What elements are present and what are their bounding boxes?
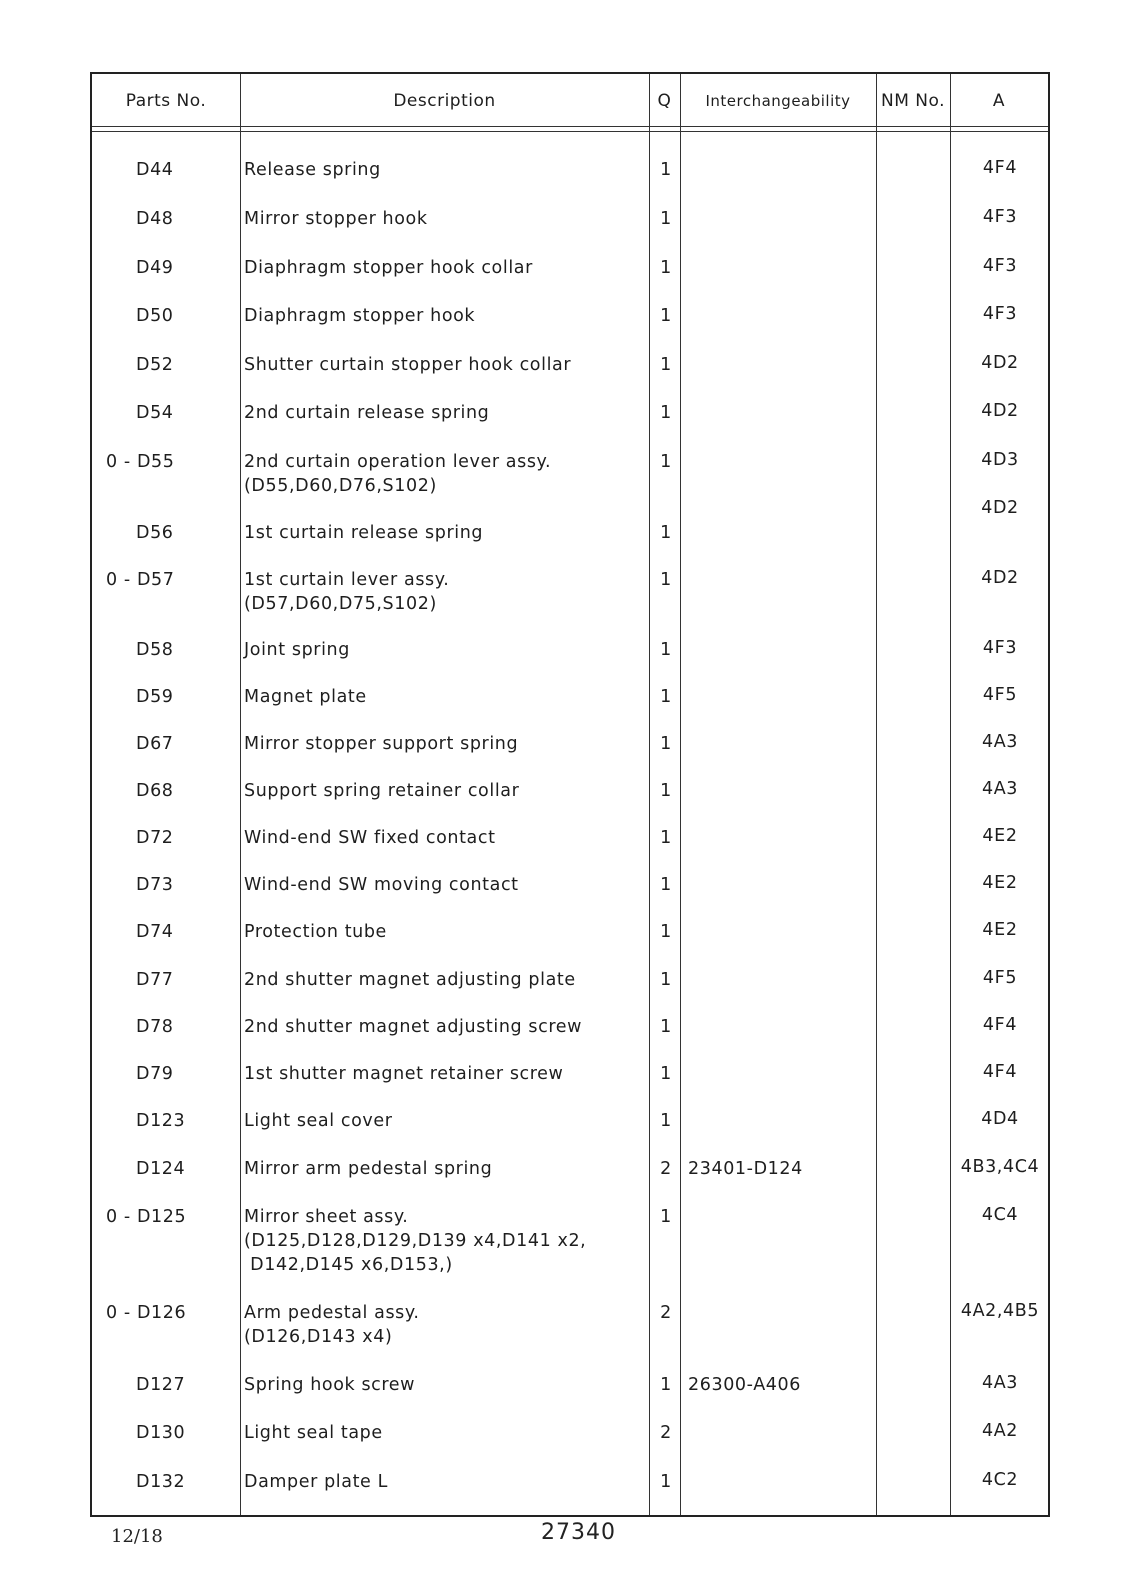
- area-code: 4D2: [981, 401, 1019, 421]
- quantity: 1: [660, 922, 672, 942]
- description: Support spring retainer collar: [244, 781, 520, 801]
- area-code: 4A3: [981, 732, 1019, 752]
- area-code: 4A2: [981, 1421, 1019, 1441]
- description: Wind-end SW fixed contact: [244, 828, 496, 848]
- quantity: 1: [660, 1064, 672, 1084]
- part-number: 0 - D125: [106, 1207, 187, 1227]
- part-number: D52: [136, 355, 174, 375]
- part-number: 0 - D57: [106, 570, 175, 590]
- interchangeability: 23401-D124: [688, 1159, 803, 1179]
- part-number: D130: [136, 1423, 186, 1443]
- part-number: D48: [136, 209, 174, 229]
- part-number: D58: [136, 640, 174, 660]
- header-q: Q: [657, 91, 672, 111]
- quantity: 1: [660, 828, 672, 848]
- description: Light seal cover: [244, 1111, 393, 1131]
- area-code: 4A3: [981, 779, 1019, 799]
- description: Mirror stopper hook: [244, 209, 428, 229]
- part-number: D44: [136, 160, 174, 180]
- quantity: 1: [660, 970, 672, 990]
- description: Diaphragm stopper hook: [244, 306, 476, 326]
- quantity: 1: [660, 160, 672, 180]
- part-number: 0 - D55: [106, 452, 175, 472]
- table-header: [92, 74, 1048, 128]
- quantity: 1: [660, 640, 672, 660]
- area-code: 4D3: [981, 450, 1019, 470]
- area-code: 4E2: [982, 920, 1018, 940]
- area-code: 4D4: [981, 1109, 1019, 1129]
- description: Damper plate L: [244, 1472, 388, 1492]
- area-code: 4C2: [981, 1470, 1019, 1490]
- part-number: D77: [136, 970, 174, 990]
- description: 2nd curtain release spring: [244, 403, 490, 423]
- part-number: D50: [136, 306, 174, 326]
- area-code: 4B3,4C4: [960, 1157, 1040, 1177]
- quantity: 1: [660, 687, 672, 707]
- interchangeability: 26300-A406: [688, 1375, 801, 1395]
- quantity: 1: [660, 258, 672, 278]
- quantity: 1: [660, 781, 672, 801]
- column-divider: [240, 74, 241, 1515]
- part-number: D78: [136, 1017, 174, 1037]
- part-number: D54: [136, 403, 174, 423]
- document-number: 27340: [541, 1520, 616, 1545]
- description: Mirror arm pedestal spring: [244, 1159, 493, 1179]
- area-code: 4A3: [981, 1373, 1019, 1393]
- description: 1st curtain release spring: [244, 523, 484, 543]
- quantity: 1: [660, 1375, 672, 1395]
- quantity: 2: [660, 1303, 672, 1323]
- quantity: 1: [660, 1207, 672, 1227]
- column-divider: [950, 74, 951, 1515]
- description: 1st curtain lever assy. (D57,D60,D75,S102): [244, 570, 450, 614]
- description: Magnet plate: [244, 687, 367, 707]
- description: Mirror sheet assy. (D125,D128,D129,D139 x4,D141 x2, D142,D145 x6,D153,): [244, 1207, 587, 1275]
- part-number: D132: [136, 1472, 186, 1492]
- part-number: D68: [136, 781, 174, 801]
- area-code: 4D2: [981, 353, 1019, 373]
- description: 2nd shutter magnet adjusting plate: [244, 970, 576, 990]
- quantity: 1: [660, 1017, 672, 1037]
- part-number: D59: [136, 687, 174, 707]
- area-code: 4C4: [981, 1205, 1019, 1225]
- area-code: 4F4: [982, 1062, 1018, 1082]
- description: Wind-end SW moving contact: [244, 875, 519, 895]
- quantity: 1: [660, 355, 672, 375]
- description: Release spring: [244, 160, 381, 180]
- part-number: D49: [136, 258, 174, 278]
- header-parts-no: Parts No.: [125, 91, 207, 111]
- quantity: 1: [660, 209, 672, 229]
- quantity: 1: [660, 875, 672, 895]
- header-interchangeability: Interchangeability: [705, 92, 851, 110]
- part-number: D67: [136, 734, 174, 754]
- description: Light seal tape: [244, 1423, 383, 1443]
- part-number: D79: [136, 1064, 174, 1084]
- part-number: D127: [136, 1375, 186, 1395]
- part-number: 0 - D126: [106, 1303, 187, 1323]
- column-divider: [680, 74, 681, 1515]
- description: Diaphragm stopper hook collar: [244, 258, 533, 278]
- part-number: D123: [136, 1111, 186, 1131]
- column-divider: [649, 74, 650, 1515]
- page-number: 12/18: [111, 1526, 163, 1547]
- part-number: D74: [136, 922, 174, 942]
- quantity: 1: [660, 1472, 672, 1492]
- description: Protection tube: [244, 922, 387, 942]
- area-code: 4E2: [982, 873, 1018, 893]
- column-divider: [876, 74, 877, 1515]
- parts-table: [90, 72, 1050, 1517]
- description: Arm pedestal assy. (D126,D143 x4): [244, 1303, 420, 1347]
- part-number: D72: [136, 828, 174, 848]
- header-a: A: [992, 91, 1006, 111]
- description: Joint spring: [244, 640, 350, 660]
- area-code: 4E2: [982, 826, 1018, 846]
- area-code: 4F3: [982, 207, 1018, 227]
- area-code: 4A2,4B5: [960, 1301, 1040, 1321]
- quantity: 2: [660, 1159, 672, 1179]
- area-code: 4D2: [981, 568, 1019, 588]
- header-description: Description: [393, 91, 496, 111]
- header-nm-no: NM No.: [880, 91, 945, 111]
- area-code: 4F5: [982, 685, 1018, 705]
- part-number: D124: [136, 1159, 186, 1179]
- area-code-secondary: 4D2: [981, 498, 1019, 518]
- quantity: 1: [660, 523, 672, 543]
- quantity: 2: [660, 1423, 672, 1443]
- description: Shutter curtain stopper hook collar: [244, 355, 572, 375]
- part-number: D56: [136, 523, 174, 543]
- quantity: 1: [660, 403, 672, 423]
- description: 1st shutter magnet retainer screw: [244, 1064, 564, 1084]
- quantity: 1: [660, 452, 672, 472]
- description: 2nd curtain operation lever assy. (D55,D60,D76,S102): [244, 452, 552, 496]
- description: Spring hook screw: [244, 1375, 416, 1395]
- quantity: 1: [660, 734, 672, 754]
- area-code: 4F3: [982, 304, 1018, 324]
- area-code: 4F5: [982, 968, 1018, 988]
- quantity: 1: [660, 1111, 672, 1131]
- area-code: 4F3: [982, 638, 1018, 658]
- area-code: 4F3: [982, 256, 1018, 276]
- header-divider: [92, 126, 1048, 132]
- part-number: D73: [136, 875, 174, 895]
- area-code: 4F4: [982, 158, 1018, 178]
- quantity: 1: [660, 570, 672, 590]
- area-code: 4F4: [982, 1015, 1018, 1035]
- description: 2nd shutter magnet adjusting screw: [244, 1017, 583, 1037]
- description: Mirror stopper support spring: [244, 734, 519, 754]
- quantity: 1: [660, 306, 672, 326]
